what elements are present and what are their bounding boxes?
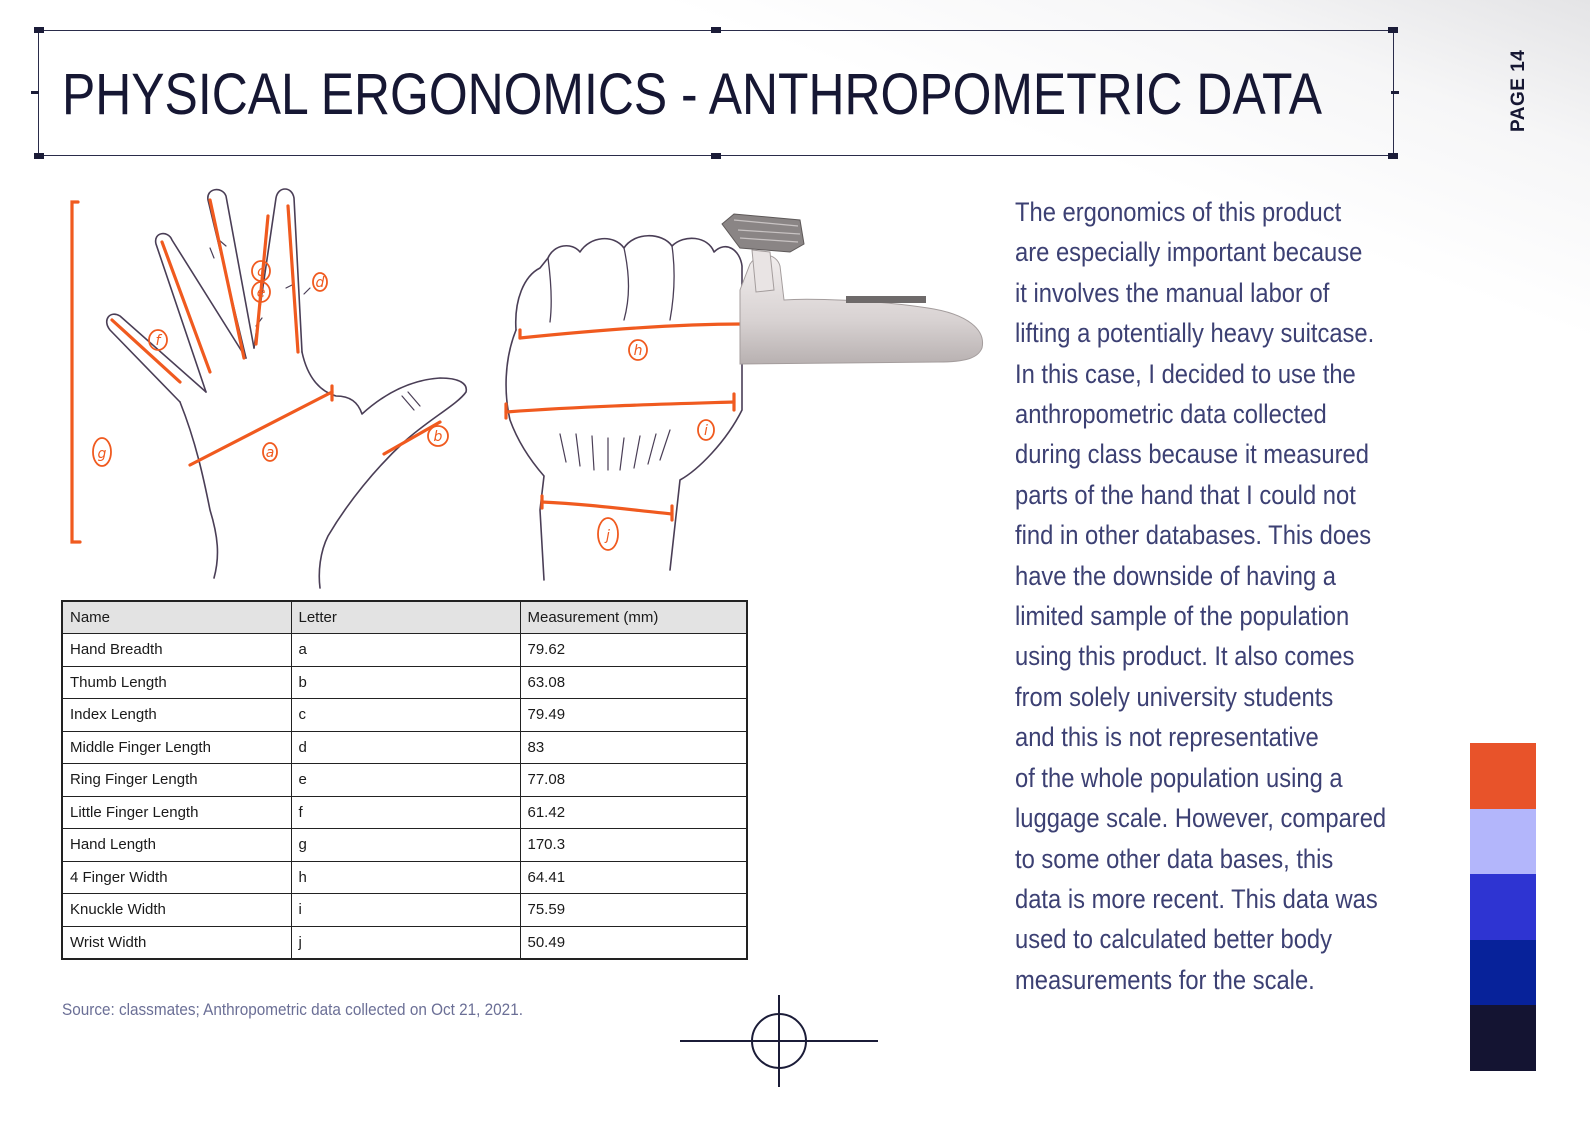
cell-measurement: 50.49 [520,926,747,959]
cell-measurement: 61.42 [520,796,747,829]
cell-letter: c [291,699,520,732]
palette-swatch [1470,874,1536,940]
cell-measurement: 64.41 [520,861,747,894]
table-row [62,699,747,732]
table-row [62,731,747,764]
fist-label-h: h [633,343,643,359]
palm-label-g: g [97,446,107,462]
source-caption: Source: classmates; Anthropometric data collected on Oct 21, 2021. [62,1000,523,1019]
table-row [62,926,747,959]
crosshair-icon [680,995,880,1089]
fist-letter-markers [598,340,714,550]
fist-drawing [506,236,742,580]
cell-measurement: 77.08 [520,764,747,797]
cell-measurement: 170.3 [520,829,747,862]
fist-measure-lines [506,318,742,520]
column-header-name: Name [62,601,291,634]
cell-name: Knuckle Width [62,894,291,927]
fist-label-i: i [704,423,708,439]
cell-letter: h [291,861,520,894]
frame-corner-mark [34,27,44,33]
table-row [62,861,747,894]
hand-measurement-illustration [58,180,988,590]
cell-letter: a [291,634,520,667]
cell-name: 4 Finger Width [62,861,291,894]
palette-swatch [1470,809,1536,875]
cell-name: Thumb Length [62,666,291,699]
cell-letter: j [291,926,520,959]
page-title: PHYSICAL ERGONOMICS - ANTHROPOMETRIC DATA [62,62,1323,127]
cell-name: Wrist Width [62,926,291,959]
palette-swatch [1470,940,1536,1006]
frame-corner-mark [1391,91,1399,94]
cell-letter: g [291,829,520,862]
frame-corner-mark [1388,153,1398,159]
frame-corner-mark [34,153,44,159]
palm-letter-markers [93,261,448,466]
cell-name: Little Finger Length [62,796,291,829]
cell-letter: f [291,796,520,829]
cell-measurement: 79.49 [520,699,747,732]
cell-letter: i [291,894,520,927]
cell-measurement: 75.59 [520,894,747,927]
cell-letter: d [291,731,520,764]
frame-corner-mark [711,153,721,159]
cell-measurement: 63.08 [520,666,747,699]
palm-drawing [107,189,467,588]
column-header-measurement: Measurement (mm) [520,601,747,634]
column-header-letter: Letter [291,601,520,634]
table-row [62,894,747,927]
cell-name: Middle Finger Length [62,731,291,764]
table-row [62,796,747,829]
cell-measurement: 79.62 [520,634,747,667]
frame-corner-mark [31,91,39,94]
table-row [62,829,747,862]
palm-label-b: b [433,429,443,445]
frame-corner-mark [711,27,721,33]
palm-measure-lines [72,200,440,542]
fist-label-j: j [606,528,610,544]
luggage-scale-device [722,214,983,364]
cell-name: Index Length [62,699,291,732]
body-paragraph: The ergonomics of this product are especially important because it involves the manual labor of lifting a potentially heavy suitcase. In this case, I decided to use the anthropometric data collected during class because it measured parts of the hand that I could not find in other databases. This does have the downside of having a limited sample of the population using this product. It also comes from solely university students and this is not representative of the whole population using a luggage scale. However, compared to some other data bases, this data is more recent. This data was used to calculated better body measurements for the scale. [1015,197,1387,995]
page-number: PAGE 14 [1508,49,1529,132]
table-row [62,634,747,667]
table-row [62,666,747,699]
table-row [62,764,747,797]
cell-name: Hand Length [62,829,291,862]
palette-swatch [1470,743,1536,809]
palette-swatch [1470,1005,1536,1071]
color-palette [1470,743,1536,1071]
palm-label-f: f [155,333,161,349]
palm-label-e: e [256,285,266,301]
anthropometric-data-table [61,600,748,960]
cell-measurement: 83 [520,731,747,764]
cell-letter: e [291,764,520,797]
cell-name: Hand Breadth [62,634,291,667]
cell-name: Ring Finger Length [62,764,291,797]
palm-label-c: c [257,264,265,280]
palm-label-a: a [265,445,275,461]
cell-letter: b [291,666,520,699]
palm-label-d: d [315,275,325,291]
frame-corner-mark [1388,27,1398,33]
table-header-row [62,601,747,634]
